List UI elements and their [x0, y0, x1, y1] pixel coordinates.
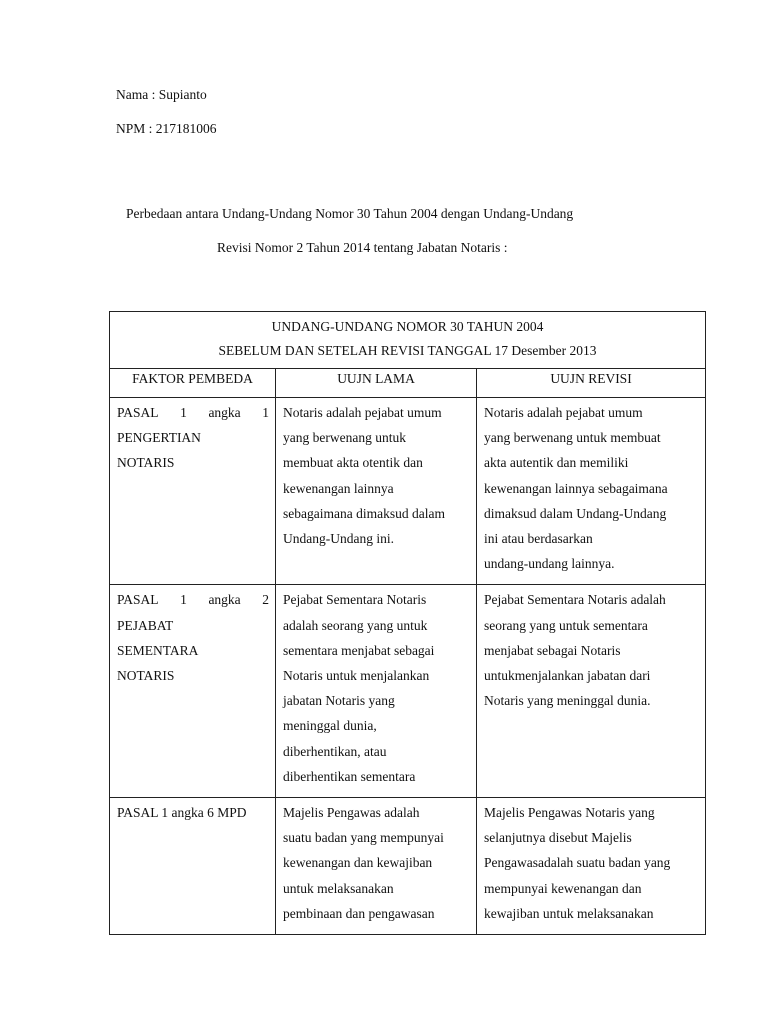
lama-text-line: Pejabat Sementara Notaris [283, 592, 427, 608]
factor-line: PEJABAT [117, 617, 174, 633]
factor-word: 1 [262, 405, 269, 420]
student-npm: NPM : 217181006 [116, 121, 217, 136]
revisi-text-line: yang berwenang untuk membuat [484, 430, 661, 446]
revisi-text-line: Notaris adalah pejabat umum [484, 405, 643, 420]
revisi-text-line: kewajiban untuk melaksanakan [484, 905, 654, 921]
factor-word: 2 [262, 592, 269, 608]
revisi-text-line: menjabat sebagai Notaris [484, 642, 621, 658]
revisi-text-line: Pejabat Sementara Notaris adalah [484, 592, 666, 608]
factor-word: PASAL [117, 592, 159, 608]
uujn-lama-cell [276, 798, 477, 935]
factor-word: angka [208, 405, 241, 420]
factor-line: SEMENTARA [117, 642, 199, 658]
factor-cell [110, 798, 276, 935]
revisi-text-line: kewenangan lainnya sebagaimana [484, 480, 668, 496]
factor-line: NOTARIS [117, 455, 175, 471]
document-heading-line-1: Perbedaan antara Undang-Undang Nomor 30 Tahun 2004 dengan Undang-Undang [126, 206, 574, 221]
lama-text-line: kewenangan lainnya [283, 480, 394, 496]
factor-line: PASAL 1 angka 6 MPD [117, 805, 247, 821]
factor-word: 1 [180, 405, 187, 420]
lama-text-line: untuk melaksanakan [283, 880, 394, 896]
factor-cell [110, 398, 276, 585]
factor-word: angka [208, 592, 241, 608]
uujn-revisi-cell [477, 398, 706, 585]
lama-text-line: membuat akta otentik dan [283, 455, 423, 471]
lama-text-line: adalah seorang yang untuk [283, 617, 428, 633]
lama-text-line: suatu badan yang mempunyai [283, 830, 444, 846]
lama-text-line: Undang-Undang ini. [283, 531, 394, 547]
column-header-factor: FAKTOR PEMBEDA [110, 369, 276, 398]
column-header-uujn-lama: UUJN LAMA [276, 369, 477, 398]
column-header-uujn-revisi: UUJN REVISI [477, 369, 706, 398]
factor-line: NOTARIS [117, 668, 175, 684]
comparison-table [109, 311, 706, 935]
lama-text-line: sementara menjabat sebagai [283, 642, 435, 658]
table-header-row [110, 369, 706, 398]
revisi-text-line: dimaksud dalam Undang-Undang [484, 505, 667, 521]
revisi-text-line: akta autentik dan memiliki [484, 455, 629, 471]
lama-text-line: Notaris untuk menjalankan [283, 668, 430, 684]
lama-text-line: jabatan Notaris yang [283, 693, 395, 709]
factor-line: PENGERTIAN [117, 430, 201, 446]
factor-word: 1 [180, 592, 187, 608]
lama-text-line: diberhentikan, atau [283, 743, 387, 759]
table-row [110, 585, 706, 798]
revisi-text-line: ini atau berdasarkan [484, 531, 593, 547]
table-title-line-1: UNDANG-UNDANG NOMOR 30 TAHUN 2004 [271, 319, 544, 334]
uujn-revisi-cell [477, 585, 706, 798]
lama-text-line: Notaris adalah pejabat umum [283, 405, 442, 420]
lama-text-line: meninggal dunia, [283, 718, 377, 734]
table-title-cell [110, 312, 706, 369]
factor-line-justified [117, 400, 269, 425]
lama-text-line: yang berwenang untuk [283, 430, 406, 446]
revisi-text-line: mempunyai kewenangan dan [484, 880, 642, 896]
revisi-text-line: Notaris yang meninggal dunia. [484, 693, 651, 709]
revisi-text-line: Majelis Pengawas Notaris yang [484, 805, 655, 821]
lama-text-line: sebagaimana dimaksud dalam [283, 505, 445, 521]
lama-text-line: kewenangan dan kewajiban [283, 855, 433, 871]
lama-text-line: Majelis Pengawas adalah [283, 805, 420, 821]
lama-text-line: diberhentikan sementara [283, 768, 416, 784]
uujn-lama-cell [276, 585, 477, 798]
revisi-text-line: undang-undang lainnya. [484, 556, 615, 572]
table-row [110, 798, 706, 935]
factor-word: PASAL [117, 405, 159, 420]
student-name: Nama : Supianto [116, 87, 207, 102]
document-heading-line-2: Revisi Nomor 2 Tahun 2014 tentang Jabatan Notaris : [217, 240, 508, 255]
factor-cell [110, 585, 276, 798]
table-title-line-2: SEBELUM DAN SETELAH REVISI TANGGAL 17 Desember 2013 [218, 343, 597, 358]
lama-text-line: pembinaan dan pengawasan [283, 905, 435, 921]
table-row [110, 398, 706, 585]
factor-line-justified [117, 587, 269, 612]
table-title-row [110, 312, 706, 369]
revisi-text-line: Pengawasadalah suatu badan yang [484, 855, 671, 871]
revisi-text-line: untukmenjalankan jabatan dari [484, 668, 651, 684]
uujn-lama-cell [276, 398, 477, 585]
uujn-revisi-cell [477, 798, 706, 935]
revisi-text-line: selanjutnya disebut Majelis [484, 830, 632, 846]
revisi-text-line: seorang yang untuk sementara [484, 617, 648, 633]
